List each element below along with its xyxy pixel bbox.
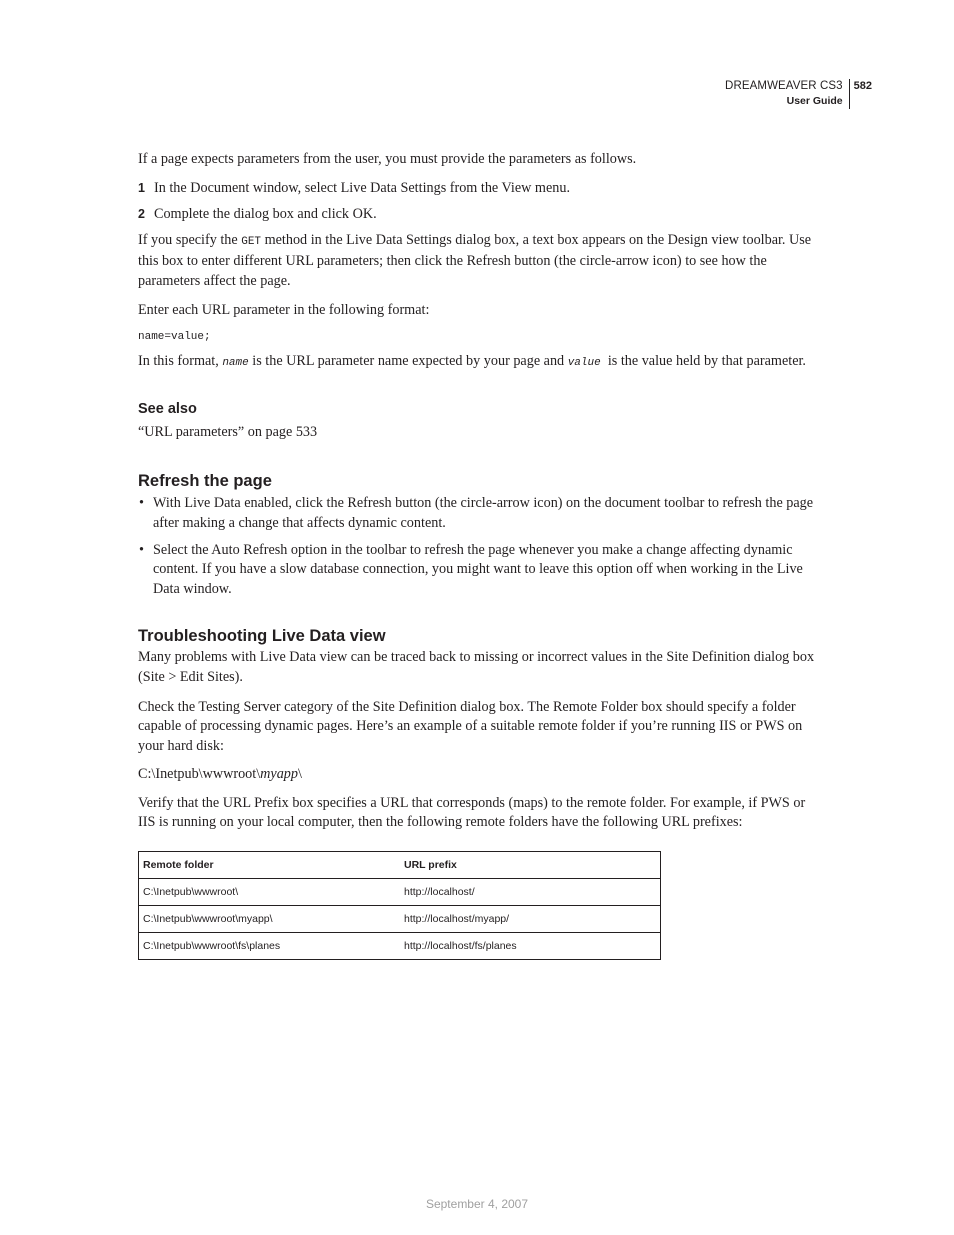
text-run: \ <box>298 766 302 783</box>
table-header-cell: URL prefix <box>400 852 661 879</box>
text-run: method in the Live Data Settings dialog box, a text box appears on the Design view toolbar. Use this box to enter different URL parameters; then click the Refresh button (the circle-arrow icon) to see how the parameters affect the page. <box>138 231 812 289</box>
url-prefix-table <box>138 851 661 960</box>
text-run: In this format, <box>138 353 223 370</box>
table-header-cell: Remote folder <box>139 852 401 879</box>
step-1 <box>138 179 818 199</box>
format-intro: Enter each URL parameter in the following format: <box>138 301 430 318</box>
bullet-icon: • <box>139 541 144 558</box>
troubleshooting-paragraph-2: Check the Testing Server category of the Site Definition dialog box. The Remote Folder box should specify a folder capable of processing dynamic pages. Here’s an example of a suitable remote folder if you’re running IIS or PWS on your hard disk: <box>138 698 803 754</box>
table-cell: C:\Inetpub\wwwroot\myapp\ <box>139 906 401 933</box>
italic-run: myapp <box>260 766 298 783</box>
header-titles <box>725 79 850 109</box>
bullet-text: With Live Data enabled, click the Refresh button (the circle-arrow icon) on the document toolbar to refresh the page after making a change that affects dynamic content. <box>153 495 814 531</box>
footer-date: September 4, 2007 <box>425 1197 529 1211</box>
inline-code: GET <box>241 235 262 248</box>
page-content <box>138 150 818 960</box>
refresh-heading: Refresh the page <box>138 472 272 491</box>
table-row <box>139 879 661 906</box>
table-cell: C:\Inetpub\wwwroot\ <box>139 879 401 906</box>
get-method-paragraph <box>138 231 818 292</box>
refresh-bullet-2 <box>138 541 818 600</box>
page-number: 582 <box>853 80 872 92</box>
text-run: is the value held by that parameter. <box>600 353 806 370</box>
format-paragraph <box>138 352 818 374</box>
table-cell: http://localhost/fs/planes <box>400 933 661 960</box>
bullet-icon: • <box>139 495 144 512</box>
guide-name: User Guide <box>786 95 843 107</box>
text-run: C:\Inetpub\wwwroot\ <box>138 766 261 783</box>
format-code: name=value; <box>138 331 211 344</box>
running-header <box>725 79 872 109</box>
see-also-link[interactable]: “URL parameters” on page 533 <box>138 423 318 440</box>
table-cell: C:\Inetpub\wwwroot\fs\planes <box>139 933 401 960</box>
remote-folder-path <box>138 765 818 785</box>
inline-code-value: value <box>567 357 601 370</box>
intro-paragraph: If a page expects parameters from the user, you must provide the parameters as follows. <box>138 151 637 167</box>
refresh-bullet-1 <box>138 494 818 533</box>
troubleshooting-heading: Troubleshooting Live Data view <box>138 627 386 646</box>
table-row <box>139 906 661 933</box>
table-cell: http://localhost/ <box>400 879 661 906</box>
table-header-row <box>139 852 661 879</box>
table-row <box>139 933 661 960</box>
inline-code-name: name <box>222 357 249 370</box>
product-name: DREAMWEAVER CS3 <box>725 80 843 92</box>
text-run: is the URL parameter name expected by your page and <box>248 353 568 370</box>
text-run: If you specify the <box>138 231 242 248</box>
step-2 <box>138 205 818 225</box>
troubleshooting-paragraph-3: Verify that the URL Prefix box specifies a URL that corresponds (maps) to the remote folder. For example, if PWS or IIS is running on your local computer, then the following remote folders have the following URL prefixes: <box>138 794 806 831</box>
step-number: 2 <box>138 207 145 222</box>
troubleshooting-paragraph-1: Many problems with Live Data view can be traced back to missing or incorrect values in the Site Definition dialog box (Site > Edit Sites). <box>138 649 815 685</box>
table-cell: http://localhost/myapp/ <box>400 906 661 933</box>
step-number: 1 <box>138 180 145 195</box>
see-also-heading: See also <box>138 400 197 417</box>
bullet-text: Select the Auto Refresh option in the toolbar to refresh the page whenever you make a change affecting dynamic content. If you have a slow database connection, you might want to leave this option off when working in the Live Data window. <box>153 541 803 597</box>
step-text: In the Document window, select Live Data Settings from the View menu. <box>154 179 571 196</box>
step-text: Complete the dialog box and click OK. <box>154 206 377 223</box>
